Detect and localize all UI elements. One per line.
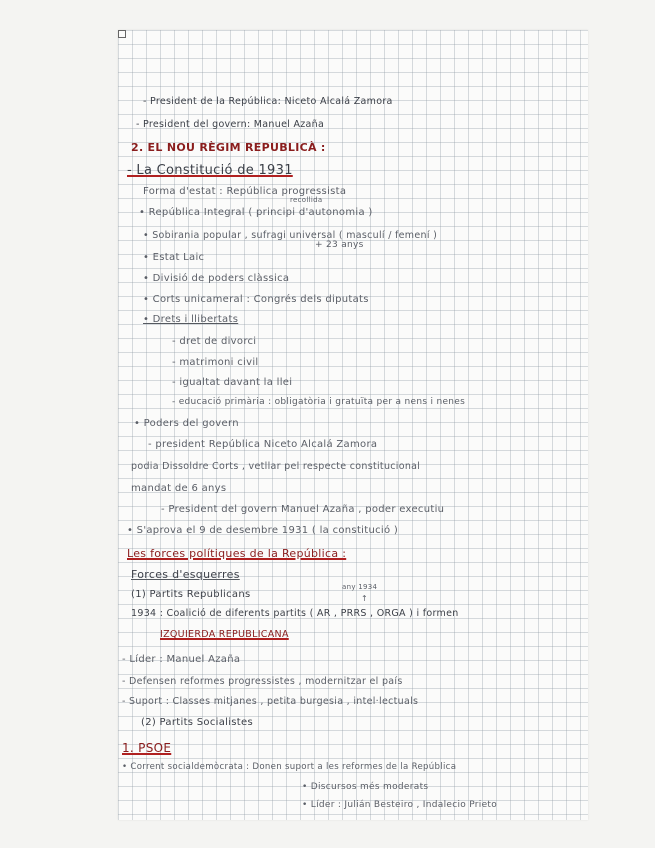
note-line-president-republica-2: - president República Niceto Alcalá Zamora [148,439,378,450]
note-line-dissoldre-corts: podia Dissoldre Corts , vetllar pel respecte constitucional [131,461,421,472]
note-line-corrent-socialdemocrata: • Corrent socialdemòcrata : Donen suport a les reformes de la República [122,762,457,772]
section-heading-nou-regim: 2. EL NOU RÈGIM REPUBLICÀ : [131,141,326,154]
heading-forces-politiques: Les forces polítiques de la República : [127,547,347,560]
note-line-estat-laic: • Estat Laic [143,252,205,263]
note-line-president-govern: - President del govern: Manuel Azaña [136,119,325,130]
note-line-partits-republicans: (1) Partits Republicans [131,589,251,600]
note-line-matrimoni: - matrimoni civil [172,357,259,368]
note-line-mandat: mandat de 6 anys [131,483,227,494]
note-insert-23-anys: + 23 anys [315,240,364,250]
note-line-partits-socialistes: (2) Partits Socialistes [141,717,253,728]
note-line-divisio-poders: • Divisió de poders clàssica [143,273,290,284]
note-insert-recollida: recollida [290,196,323,204]
note-line-president-govern-2: - President del govern Manuel Azaña , poder executiu [161,504,445,515]
note-line-izquierda-republicana: IZQUIERDA REPUBLICANA [160,629,289,640]
subheading-psoe: 1. PSOE [122,741,172,755]
note-line-drets: • Drets i llibertats [143,314,239,325]
note-line-educacio: - educació primària : obligatòria i gratuïta per a nens i nenes [172,397,466,407]
corner-square [118,30,126,38]
note-line-president-republica: - President de la República: Niceto Alcalá Zamora [143,96,393,107]
note-insert-any: any 1934 [342,583,378,591]
note-line-lider-azana: - Líder : Manuel Azaña [122,654,241,665]
note-line-coalicio: 1934 : Coalició de diferents partits ( AR , PRRS , ORGA ) i formen [131,608,459,619]
note-line-discursos: • Discursos més moderats [302,782,429,792]
note-line-saprova: • S'aprova el 9 de desembre 1931 ( la constitució ) [127,525,399,536]
note-line-suport: - Suport : Classes mitjanes , petita burgesia , intel·lectuals [122,696,419,707]
note-insert-arrow: ↑ [361,594,369,603]
note-line-poders-govern: • Poders del govern [134,418,239,429]
note-line-divorci: - dret de divorci [172,336,257,347]
subheading-forces-esquerres: Forces d'esquerres [131,568,240,581]
note-line-defensen: - Defensen reformes progressistes , modernitzar el país [122,676,403,687]
note-line-forma-estat: Forma d'estat : República progressista [143,186,347,197]
note-line-republica-integral: • República Integral ( principi d'autonomia ) [139,207,373,218]
note-line-sobirania: • Sobirania popular , sufragi universal ( masculí / femení ) [143,230,438,241]
subheading-constitucio-1931: - La Constitució de 1931 [127,163,293,178]
note-line-igualtat: - igualtat davant la llei [172,377,293,388]
note-line-lider-besteiro: • Líder : Julián Besteiro , Indalecio Prieto [302,800,498,810]
note-line-corts: • Corts unicameral : Congrés dels diputats [143,294,369,305]
